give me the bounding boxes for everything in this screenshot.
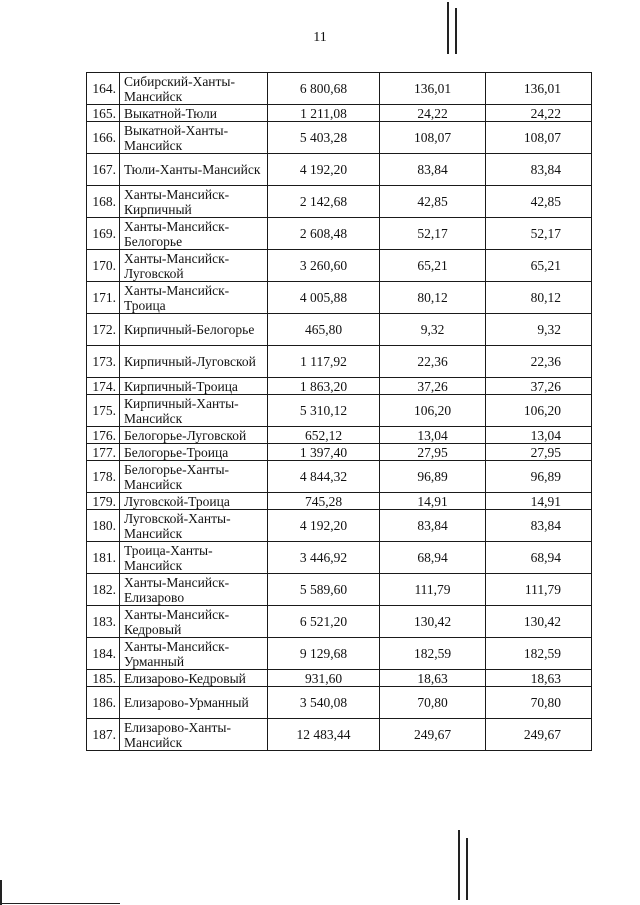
value-col-3: 130,42	[486, 606, 592, 638]
value-col-1: 2 142,68	[268, 186, 380, 218]
value-col-3: 70,80	[486, 687, 592, 719]
table-row	[87, 606, 592, 638]
table-row	[87, 395, 592, 427]
table-row	[87, 719, 592, 751]
row-number: 174.	[87, 378, 120, 395]
route-name: Ханты-Мансийск-Кедровый	[120, 606, 268, 638]
value-col-1: 4 192,20	[268, 154, 380, 186]
value-col-2: 24,22	[380, 105, 486, 122]
row-number: 181.	[87, 542, 120, 574]
value-col-1: 745,28	[268, 493, 380, 510]
value-col-3: 182,59	[486, 638, 592, 670]
route-name: Кирпичный-Луговской	[120, 346, 268, 378]
route-name: Кирпичный-Белогорье	[120, 314, 268, 346]
route-name: Ханты-Мансийск-Урманный	[120, 638, 268, 670]
value-col-3: 22,36	[486, 346, 592, 378]
table-row	[87, 122, 592, 154]
row-number: 185.	[87, 670, 120, 687]
row-number: 167.	[87, 154, 120, 186]
table-row	[87, 493, 592, 510]
route-name: Сибирский-Ханты-Мансийск	[120, 73, 268, 105]
value-col-2: 68,94	[380, 542, 486, 574]
table-row	[87, 574, 592, 606]
table-row	[87, 444, 592, 461]
value-col-1: 6 521,20	[268, 606, 380, 638]
row-number: 168.	[87, 186, 120, 218]
value-col-1: 1 863,20	[268, 378, 380, 395]
route-name: Выкатной-Тюли	[120, 105, 268, 122]
value-col-2: 249,67	[380, 719, 486, 751]
value-col-3: 27,95	[486, 444, 592, 461]
route-name: Ханты-Мансийск-Елизарово	[120, 574, 268, 606]
value-col-1: 12 483,44	[268, 719, 380, 751]
row-number: 165.	[87, 105, 120, 122]
route-name: Елизарово-Урманный	[120, 687, 268, 719]
value-col-2: 130,42	[380, 606, 486, 638]
route-name: Кирпичный-Ханты-Мансийск	[120, 395, 268, 427]
value-col-2: 111,79	[380, 574, 486, 606]
value-col-2: 83,84	[380, 154, 486, 186]
row-number: 173.	[87, 346, 120, 378]
value-col-2: 96,89	[380, 461, 486, 493]
table-row	[87, 687, 592, 719]
scan-mark-left	[0, 880, 2, 905]
value-col-3: 136,01	[486, 73, 592, 105]
route-name: Ханты-Мансийск-Луговской	[120, 250, 268, 282]
value-col-1: 4 192,20	[268, 510, 380, 542]
value-col-3: 249,67	[486, 719, 592, 751]
value-col-1: 9 129,68	[268, 638, 380, 670]
row-number: 186.	[87, 687, 120, 719]
value-col-2: 108,07	[380, 122, 486, 154]
value-col-2: 106,20	[380, 395, 486, 427]
value-col-2: 42,85	[380, 186, 486, 218]
value-col-2: 14,91	[380, 493, 486, 510]
value-col-1: 3 260,60	[268, 250, 380, 282]
value-col-1: 6 800,68	[268, 73, 380, 105]
route-name: Тюли-Ханты-Мансийск	[120, 154, 268, 186]
value-col-3: 83,84	[486, 510, 592, 542]
row-number: 182.	[87, 574, 120, 606]
scan-mark-bottom	[458, 830, 460, 900]
value-col-2: 9,32	[380, 314, 486, 346]
value-col-3: 96,89	[486, 461, 592, 493]
value-col-1: 1 397,40	[268, 444, 380, 461]
value-col-3: 65,21	[486, 250, 592, 282]
value-col-2: 136,01	[380, 73, 486, 105]
value-col-1: 4 844,32	[268, 461, 380, 493]
table-row	[87, 542, 592, 574]
row-number: 184.	[87, 638, 120, 670]
route-name: Елизарово-Ханты-Мансийск	[120, 719, 268, 751]
row-number: 180.	[87, 510, 120, 542]
value-col-2: 182,59	[380, 638, 486, 670]
route-name: Луговской-Троица	[120, 493, 268, 510]
route-name: Ханты-Мансийск-Троица	[120, 282, 268, 314]
scan-mark-top	[447, 2, 449, 54]
scan-mark-top-2	[455, 8, 457, 54]
value-col-2: 13,04	[380, 427, 486, 444]
route-name: Елизарово-Кедровый	[120, 670, 268, 687]
route-name: Ханты-Мансийск-Белогорье	[120, 218, 268, 250]
value-col-2: 83,84	[380, 510, 486, 542]
table-row	[87, 378, 592, 395]
value-col-2: 22,36	[380, 346, 486, 378]
value-col-1: 465,80	[268, 314, 380, 346]
value-col-2: 80,12	[380, 282, 486, 314]
route-name: Ханты-Мансийск-Кирпичный	[120, 186, 268, 218]
route-name: Белогорье-Луговской	[120, 427, 268, 444]
row-number: 170.	[87, 250, 120, 282]
value-col-1: 1 117,92	[268, 346, 380, 378]
value-col-2: 18,63	[380, 670, 486, 687]
table-row	[87, 346, 592, 378]
scan-mark-bottom-2	[466, 838, 468, 900]
table-row	[87, 250, 592, 282]
route-name: Кирпичный-Троица	[120, 378, 268, 395]
route-name: Троица-Ханты-Мансийск	[120, 542, 268, 574]
tariff-table	[86, 72, 592, 751]
value-col-3: 14,91	[486, 493, 592, 510]
route-name: Луговской-Ханты-Мансийск	[120, 510, 268, 542]
value-col-3: 37,26	[486, 378, 592, 395]
route-name: Белогорье-Ханты-Мансийск	[120, 461, 268, 493]
table-row	[87, 105, 592, 122]
row-number: 179.	[87, 493, 120, 510]
value-col-3: 80,12	[486, 282, 592, 314]
value-col-1: 3 446,92	[268, 542, 380, 574]
value-col-3: 24,22	[486, 105, 592, 122]
value-col-2: 65,21	[380, 250, 486, 282]
value-col-3: 108,07	[486, 122, 592, 154]
value-col-3: 111,79	[486, 574, 592, 606]
row-number: 164.	[87, 73, 120, 105]
value-col-1: 3 540,08	[268, 687, 380, 719]
table-row	[87, 314, 592, 346]
row-number: 169.	[87, 218, 120, 250]
table-row	[87, 154, 592, 186]
value-col-1: 5 403,28	[268, 122, 380, 154]
value-col-3: 52,17	[486, 218, 592, 250]
value-col-1: 1 211,08	[268, 105, 380, 122]
value-col-1: 4 005,88	[268, 282, 380, 314]
route-name: Белогорье-Троица	[120, 444, 268, 461]
table-row	[87, 186, 592, 218]
table-row	[87, 638, 592, 670]
value-col-2: 52,17	[380, 218, 486, 250]
value-col-3: 9,32	[486, 314, 592, 346]
value-col-1: 652,12	[268, 427, 380, 444]
value-col-1: 5 589,60	[268, 574, 380, 606]
row-number: 172.	[87, 314, 120, 346]
table-row	[87, 427, 592, 444]
value-col-2: 70,80	[380, 687, 486, 719]
value-col-3: 42,85	[486, 186, 592, 218]
row-number: 171.	[87, 282, 120, 314]
table-row	[87, 218, 592, 250]
row-number: 178.	[87, 461, 120, 493]
value-col-1: 931,60	[268, 670, 380, 687]
value-col-1: 5 310,12	[268, 395, 380, 427]
route-name: Выкатной-Ханты-Мансийск	[120, 122, 268, 154]
value-col-3: 18,63	[486, 670, 592, 687]
table-row	[87, 73, 592, 105]
value-col-3: 13,04	[486, 427, 592, 444]
value-col-1: 2 608,48	[268, 218, 380, 250]
value-col-3: 68,94	[486, 542, 592, 574]
table-row	[87, 510, 592, 542]
scan-mark-footer-line	[0, 903, 120, 904]
row-number: 175.	[87, 395, 120, 427]
row-number: 183.	[87, 606, 120, 638]
row-number: 187.	[87, 719, 120, 751]
value-col-3: 106,20	[486, 395, 592, 427]
table-row	[87, 461, 592, 493]
row-number: 177.	[87, 444, 120, 461]
value-col-2: 37,26	[380, 378, 486, 395]
value-col-2: 27,95	[380, 444, 486, 461]
value-col-3: 83,84	[486, 154, 592, 186]
table-row	[87, 670, 592, 687]
row-number: 166.	[87, 122, 120, 154]
row-number: 176.	[87, 427, 120, 444]
table-row	[87, 282, 592, 314]
page-number: 11	[313, 30, 327, 45]
